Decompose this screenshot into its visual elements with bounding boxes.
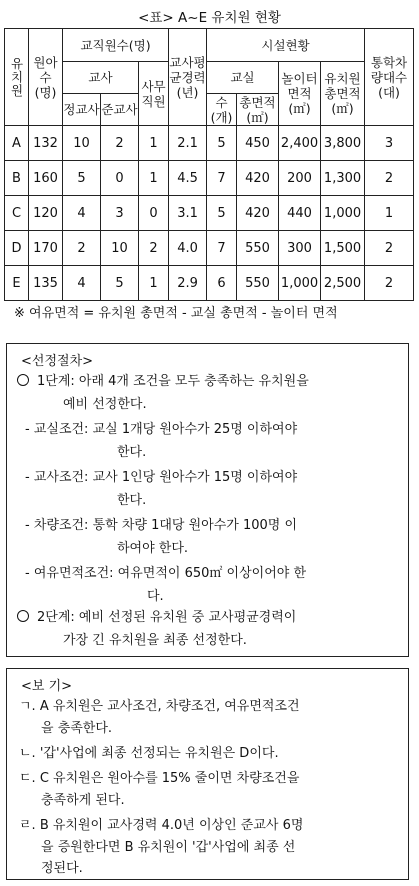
- cell-regular: 4: [63, 196, 101, 231]
- cell-rooms: 5: [207, 126, 237, 161]
- cell-total: 1,000: [321, 196, 365, 231]
- cell-vehicles: 3: [365, 126, 414, 161]
- cell-children: 135: [29, 266, 63, 301]
- cell-playground: 440: [279, 196, 321, 231]
- cell-name: E: [5, 266, 29, 301]
- cell-associate: 10: [101, 231, 139, 266]
- cell-total: 2,500: [321, 266, 365, 301]
- procedure-label: <선정절차>: [21, 354, 94, 369]
- cell-associate: 5: [101, 266, 139, 301]
- cell-regular: 10: [63, 126, 101, 161]
- header-career: 교사평균경력(년): [169, 29, 207, 126]
- options-label: <보 기>: [21, 679, 73, 694]
- procedure-line: 다.: [147, 589, 164, 604]
- procedure-line: - 교실조건: 교실 1개당 원아수가 25명 이하여야: [25, 422, 298, 437]
- cell-vehicles: 2: [365, 266, 414, 301]
- cell-room-area: 420: [237, 196, 279, 231]
- header-playground: 놀이터면적(㎡): [279, 62, 321, 126]
- procedure-box: [6, 343, 409, 657]
- header-teachers: 교사: [63, 62, 139, 94]
- cell-playground: 1,000: [279, 266, 321, 301]
- cell-room-area: 450: [237, 126, 279, 161]
- header-staff: 교직원수(명): [63, 29, 169, 62]
- cell-total: 1,300: [321, 161, 365, 196]
- procedure-step1-line: 1단계: 아래 4개 조건을 모두 충족하는 유치원을: [17, 373, 309, 391]
- area-note: ※ 여유면적 = 유치원 총면적 - 교실 총면적 - 놀이터 면적: [14, 306, 338, 321]
- header-classroom: 교실: [207, 62, 279, 94]
- cell-rooms: 7: [207, 161, 237, 196]
- option-line: ㄹ. B 유치원이 교사경력 4.0년 이상인 준교사 6명: [19, 818, 304, 833]
- cell-career: 4.0: [169, 231, 207, 266]
- cell-office: 1: [139, 161, 169, 196]
- cell-playground: 200: [279, 161, 321, 196]
- procedure-line: - 차량조건: 통학 차량 1대당 원아수가 100명 이: [25, 518, 298, 533]
- cell-room-area: 550: [237, 231, 279, 266]
- cell-room-area: 420: [237, 161, 279, 196]
- cell-name: B: [5, 161, 29, 196]
- procedure-line: - 교사조건: 교사 1인당 원아수가 15명 이하여야: [25, 470, 298, 485]
- cell-career: 2.9: [169, 266, 207, 301]
- cell-office: 1: [139, 126, 169, 161]
- option-line: ㄷ. C 유치원은 원아수를 15% 줄이면 차량조건을: [19, 771, 300, 786]
- header-total-area: 유치원총면적(㎡): [321, 62, 365, 126]
- option-line: ㄴ. '갑'사업에 최종 선정되는 유치원은 D이다.: [19, 746, 279, 761]
- cell-vehicles: 2: [365, 161, 414, 196]
- cell-associate: 2: [101, 126, 139, 161]
- circle-bullet-icon: [17, 610, 29, 622]
- procedure-line: 하여야 한다.: [117, 541, 189, 556]
- cell-career: 4.5: [169, 161, 207, 196]
- cell-children: 120: [29, 196, 63, 231]
- cell-regular: 4: [63, 266, 101, 301]
- procedure-line: 한다.: [117, 493, 147, 508]
- cell-playground: 300: [279, 231, 321, 266]
- cell-office: 2: [139, 231, 169, 266]
- cell-children: 132: [29, 126, 63, 161]
- cell-total: 1,500: [321, 231, 365, 266]
- procedure-step2-line: 2단계: 예비 선정된 유치원 중 교사평균경력이: [17, 609, 296, 627]
- table-title: <표> A~E 유치원 현황: [138, 10, 281, 26]
- cell-room-area: 550: [237, 266, 279, 301]
- procedure-line: - 여유면적조건: 여유면적이 650㎡ 이상이어야 한: [25, 566, 307, 581]
- cell-office: 0: [139, 196, 169, 231]
- cell-vehicles: 1: [365, 196, 414, 231]
- header-kindergarten: 유치원: [5, 29, 29, 126]
- cell-associate: 3: [101, 196, 139, 231]
- cell-office: 1: [139, 266, 169, 301]
- cell-total: 3,800: [321, 126, 365, 161]
- circle-bullet-icon: [17, 374, 29, 386]
- header-regular: 정교사: [63, 94, 101, 126]
- table-row: [5, 126, 414, 161]
- table-row: [5, 231, 414, 266]
- cell-career: 3.1: [169, 196, 207, 231]
- cell-rooms: 6: [207, 266, 237, 301]
- cell-rooms: 5: [207, 196, 237, 231]
- cell-children: 160: [29, 161, 63, 196]
- table-row: [5, 266, 414, 301]
- option-line: 정된다.: [41, 861, 83, 876]
- cell-vehicles: 2: [365, 231, 414, 266]
- header-vehicles: 통학차량대수(대): [365, 29, 414, 126]
- procedure-line: 예비 선정한다.: [63, 397, 147, 412]
- table-row: [5, 161, 414, 196]
- procedure-line: 가장 긴 유치원을 최종 선정한다.: [63, 633, 247, 648]
- cell-associate: 0: [101, 161, 139, 196]
- options-box: [6, 668, 409, 880]
- cell-playground: 2,400: [279, 126, 321, 161]
- header-facilities: 시설현황: [207, 29, 365, 62]
- header-count: 수(개): [207, 94, 237, 126]
- cell-career: 2.1: [169, 126, 207, 161]
- procedure-line: 한다.: [117, 445, 147, 460]
- cell-regular: 5: [63, 161, 101, 196]
- header-area: 총면적(㎡): [237, 94, 279, 126]
- option-line: 을 충족한다.: [41, 721, 113, 736]
- option-line: 충족하게 된다.: [41, 793, 125, 808]
- option-line: 을 증원한다면 B 유치원이 '갑'사업에 최종 선: [41, 840, 296, 855]
- header-office: 사무직원: [139, 62, 169, 126]
- option-line: ㄱ. A 유치원은 교사조건, 차량조건, 여유면적조건: [19, 699, 300, 714]
- cell-name: A: [5, 126, 29, 161]
- table-row: [5, 196, 414, 231]
- header-associate: 준교사: [101, 94, 139, 126]
- cell-rooms: 7: [207, 231, 237, 266]
- kindergarten-status-table: [4, 28, 414, 301]
- cell-regular: 2: [63, 231, 101, 266]
- cell-name: D: [5, 231, 29, 266]
- cell-children: 170: [29, 231, 63, 266]
- cell-name: C: [5, 196, 29, 231]
- header-children: 원아수(명): [29, 29, 63, 126]
